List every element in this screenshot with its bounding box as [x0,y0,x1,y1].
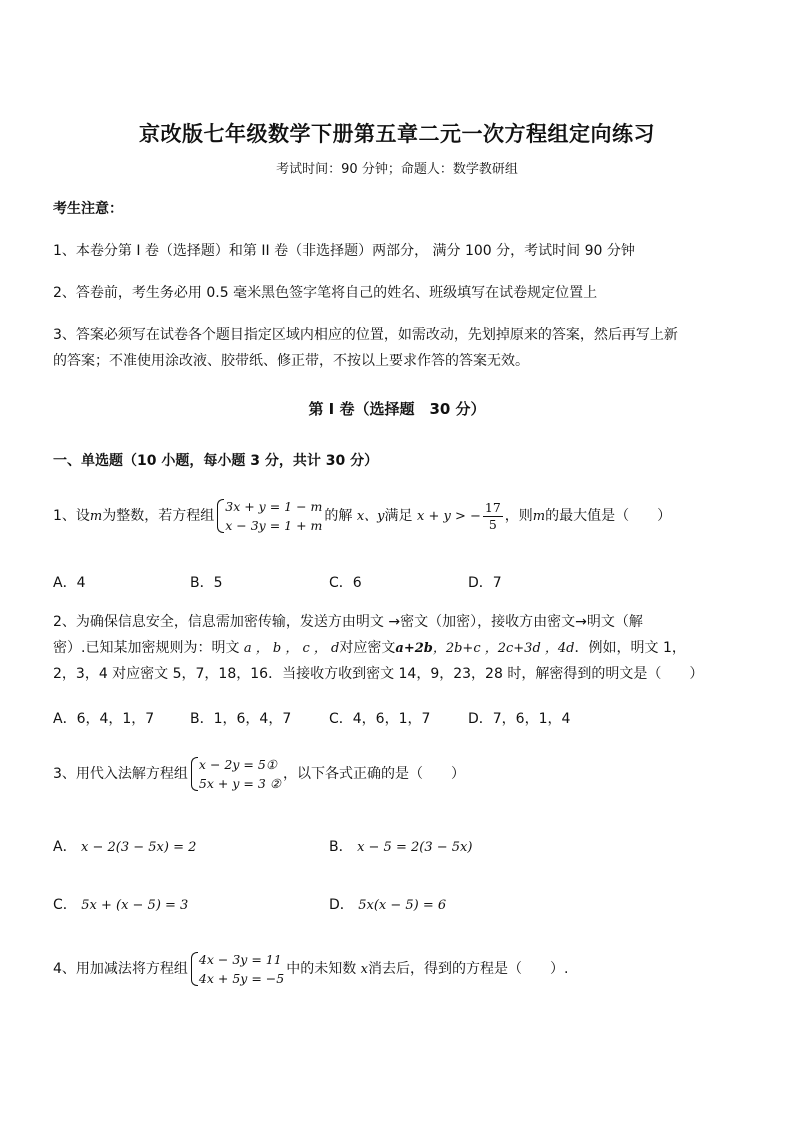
q1-text-b: 的解 [324,508,353,524]
q2-plain-vars: a ， b ， c ， d [243,641,340,656]
q3-option-a-expr: x − 2(3 − 5x) = 2 [81,840,197,855]
q3-option-b[interactable] [329,836,472,856]
q1-var-m-2: m [532,509,546,524]
q3-equation-1: x − 2y = 5① [198,757,277,772]
q2-line-3: 2，3，4 对应密文 5，7，18，16．当接收方收到密文 14，9，23，28 时，解密得到的明文是（ ） [53,666,704,682]
q2-line-1: 2、为确保信息安全，信息需加密传输，发送方由明文 →密文（加密），接收方由密文→明文（解 [53,614,643,630]
q3-equation-system [190,755,281,793]
exam-subtitle: 考试时间：90 分钟；命题人：数学教研组 [276,162,518,177]
q4-equation-1: 4x − 3y = 11 [198,952,282,967]
q1-option-b[interactable]: B．5 [190,575,223,591]
part-title: 一、单选题（10 小题，每小题 3 分，共计 30 分） [53,453,379,469]
q4-text-a: 中的未知数 [286,961,357,977]
q3-option-b-label: B． [329,839,353,855]
q2-option-b[interactable]: B．1，6，4，7 [190,711,292,727]
q1-equation-2: x − 3y = 1 + m [225,518,323,533]
q2-line-2-text-b: 对应密文 [339,640,396,656]
notice-item-3-line-2: 的答案；不准使用涂改液、胶带纸、修正带，不按以上要求作答的答案无效。 [53,353,529,369]
q1-option-c[interactable]: C．6 [329,575,362,591]
q3-option-b-expr: x − 5 = 2(3 − 5x) [357,840,473,855]
q4-suffix: 消去后，得到的方程是（ ）. [368,961,569,977]
q3-option-d-label: D． [329,897,354,913]
q2-cipher-1: a+2b [395,641,433,656]
q4-var-x: x [360,962,369,977]
notice-item-2: 2、答卷前，考生务必用 0.5 毫米黑色签字笔将自己的姓名、班级填写在试卷规定位置上 [53,285,598,301]
question-1 [53,497,671,535]
q1-fraction-denominator: 5 [488,516,497,532]
notice-item-3-line-1: 3、答案必须写在试卷各个题目指定区域内相应的位置，如需改动，先划掉原来的答案，然后再写上新 [53,327,678,343]
notice-item-1: 1、本卷分第 I 卷（选择题）和第 II 卷（非选择题）两部分， 满分 100 分，考试时间 90 分钟 [53,243,635,259]
q1-fraction [483,500,503,533]
q1-option-d[interactable]: D．7 [468,575,502,591]
q2-line-2-text-a: 密）.已知某加密规则为：明文 [53,640,240,656]
q3-equation-2: 5x + y = 3 ② [198,776,281,791]
q4-prefix: 4、用加减法将方程组 [53,961,188,977]
q2-option-d[interactable]: D．7，6，1，4 [468,711,571,727]
q4-equation-system [190,950,284,988]
q2-cipher-rest: ，2b+c ，2c+3d ，4d [432,641,575,656]
q4-equation-2: 4x + 5y = −5 [198,971,285,986]
q1-text-c: 满足 [384,508,413,524]
q3-option-c-expr: 5x + (x − 5) = 3 [81,898,189,913]
q1-var-m: m [89,509,103,524]
q1-inequality: x + y > − [416,509,481,524]
page-title: 京改版七年级数学下册第五章二元一次方程组定向练习 [139,121,655,146]
q3-option-d-expr: 5x(x − 5) = 6 [358,898,447,913]
q1-fraction-numerator: 17 [484,499,501,515]
q1-vars-xy: x、y [356,509,385,524]
q1-equation-1: 3x + y = 1 − m [225,499,323,514]
q3-option-a[interactable] [53,836,196,856]
q1-option-a[interactable]: A．4 [53,575,86,591]
q3-option-a-label: A． [53,839,77,855]
question-4 [53,950,568,988]
q3-prefix: 3、用代入法解方程组 [53,766,188,782]
notice-heading: 考生注意： [53,201,123,217]
question-3 [53,755,465,793]
q3-suffix: ，以下各式正确的是（ ） [282,766,465,782]
q1-text-d: ，则 [504,508,533,524]
q3-option-c-label: C． [53,897,77,913]
q2-option-c[interactable]: C．4，6，1，7 [329,711,431,727]
q1-text-a: 为整数，若方程组 [102,508,215,524]
q3-option-c[interactable] [53,894,188,914]
q2-line-2-text-c: ．例如，明文 1， [574,640,686,656]
q2-option-a[interactable]: A．6，4，1，7 [53,711,155,727]
q2-line-2 [53,635,686,662]
q1-prefix: 1、设 [53,508,90,524]
q3-option-d[interactable] [329,894,446,914]
q1-equation-system [216,497,322,535]
q1-text-e: 的最大值是（ ） [545,508,672,524]
section-heading: 第 I 卷（选择题 30 分） [308,400,486,418]
